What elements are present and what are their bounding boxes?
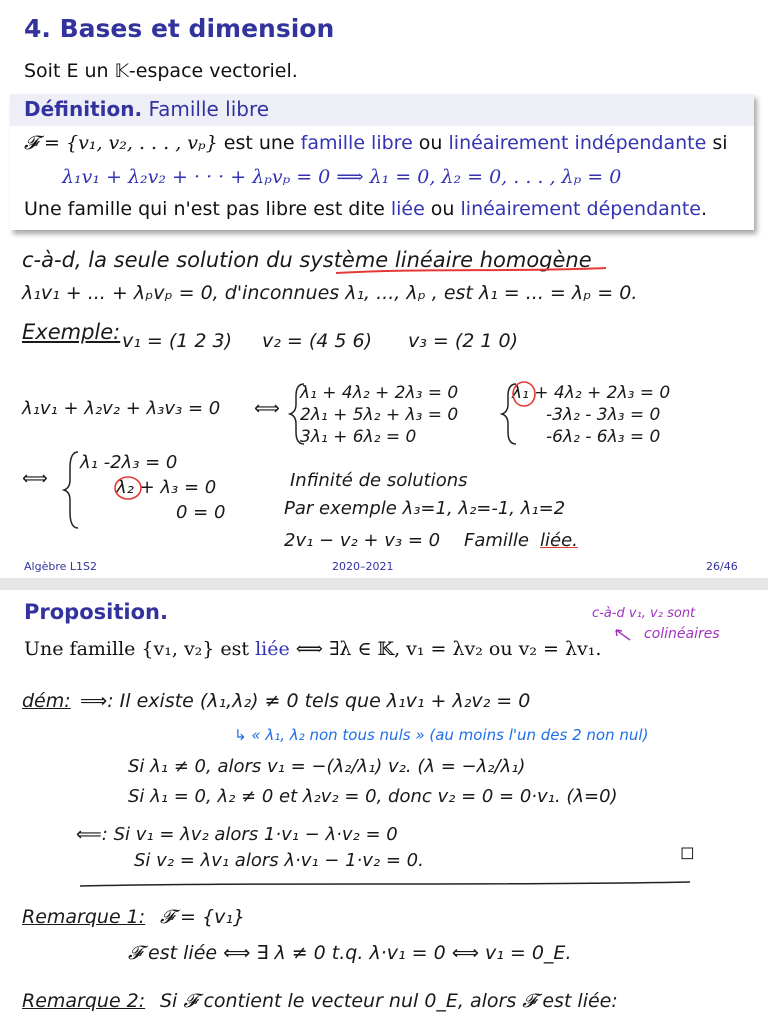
pivot-circle-2 bbox=[115, 477, 141, 499]
footer-course: Algèbre L1S2 bbox=[24, 560, 97, 573]
definition-name: Famille libre bbox=[148, 97, 270, 121]
system-3-eq-3: 0 = 0 bbox=[176, 502, 226, 523]
definition-label: Définition. bbox=[24, 97, 143, 121]
text-fragment: ou bbox=[412, 132, 449, 154]
system-brace-1 bbox=[290, 384, 304, 444]
remark-1-set: 𝓕 = {v₁} bbox=[160, 906, 246, 928]
famille-word: Famille bbox=[464, 530, 529, 551]
system-2-eq-2: -3λ₂ - 3λ₃ = 0 bbox=[546, 405, 661, 425]
purple-arrow bbox=[616, 630, 630, 640]
example-solution: Par exemple λ₃=1, λ₂=-1, λ₁=2 bbox=[284, 498, 566, 519]
text-fragment: . bbox=[700, 198, 708, 220]
footer-page: 26/46 bbox=[706, 560, 738, 573]
system-brace-3 bbox=[64, 452, 78, 528]
text-fragment: est une bbox=[217, 132, 301, 154]
system-1-eq-2: 2λ₁ + 5λ₂ + λ₃ = 0 bbox=[300, 405, 459, 425]
demo-line-1: ⟹: Il existe (λ₁,λ₂) ≠ 0 tels que λ₁v₁ + λ₂v₂ = 0 bbox=[80, 690, 531, 712]
term-liee: liée bbox=[390, 198, 425, 220]
infinite-solutions: Infinité de solutions bbox=[290, 470, 468, 491]
term-liee: liée bbox=[255, 638, 290, 660]
text-fragment: Une famille qui n'est pas libre est dite bbox=[24, 198, 391, 220]
definition-implication: λ₁v₁ + λ₂v₂ + · · · + λₚvₚ = 0 ⟹ λ₁ = 0, λ₂ = 0, . . . , λₚ = 0 bbox=[62, 166, 622, 188]
vector-v2: v₂ = (4 5 6) bbox=[262, 330, 373, 352]
system-2-eq-1: λ₁ + 4λ₂ + 2λ₃ = 0 bbox=[512, 383, 671, 403]
handwritten-note-1: c-à-d, la seule solution du système linéaire homogène bbox=[22, 248, 592, 272]
term-famille-libre: famille libre bbox=[300, 132, 413, 154]
remark-2-label: Remarque 2: bbox=[22, 990, 146, 1012]
system-3-eq-1: λ₁ -2λ₃ = 0 bbox=[80, 452, 178, 473]
demo-line-6: Si v₂ = λv₁ alors λ·v₁ − 1·v₂ = 0. bbox=[134, 850, 424, 871]
text-fragment: Une famille {v₁, v₂} est bbox=[24, 638, 256, 660]
demo-label: dém: bbox=[22, 690, 71, 712]
red-underline bbox=[336, 268, 606, 273]
slide-title: Proposition. bbox=[24, 600, 168, 624]
slide-title: 4. Bases et dimension bbox=[24, 14, 335, 43]
text-fragment: si bbox=[706, 132, 728, 154]
pivot-circle-1 bbox=[513, 382, 535, 406]
system-1-eq-3: 3λ₁ + 6λ₂ = 0 bbox=[300, 427, 417, 447]
demo-line-3: Si λ₁ ≠ 0, alors v₁ = −(λ₂/λ₁) v₂. (λ = −λ₂/λ₁) bbox=[128, 756, 526, 777]
exemple-label: Exemple: bbox=[22, 320, 121, 344]
system-brace-2 bbox=[502, 384, 516, 444]
slide-2-annotations bbox=[0, 590, 768, 1024]
linear-combination: λ₁v₁ + λ₂v₂ + λ₃v₃ = 0 bbox=[22, 398, 221, 419]
demo-line-5: ⟸: Si v₁ = λv₂ alors 1·v₁ − λ·v₂ = 0 bbox=[76, 824, 398, 845]
slide-27 bbox=[0, 590, 768, 1024]
dependence-relation: 2v₁ − v₂ + v₃ = 0 bbox=[284, 530, 441, 551]
vector-v3: v₃ = (2 1 0) bbox=[408, 330, 519, 352]
remark-2-statement: Si 𝓕 contient le vecteur nul 0_E, alors 𝓕 est liée: bbox=[160, 990, 618, 1012]
purple-note-2: colinéaires bbox=[644, 626, 720, 642]
equivalence-symbol: ⟺ bbox=[254, 398, 280, 419]
section-divider bbox=[80, 882, 690, 886]
system-3-eq-2: λ₂ + λ₃ = 0 bbox=[116, 477, 217, 498]
remark-1-label: Remarque 1: bbox=[22, 906, 146, 928]
vector-v1: v₁ = (1 2 3) bbox=[122, 330, 233, 352]
equivalence-symbol-2: ⟺ bbox=[22, 468, 48, 489]
demo-line-4: Si λ₁ = 0, λ₂ ≠ 0 et λ₂v₂ = 0, donc v₂ = 0 = 0·v₁. (λ=0) bbox=[128, 786, 618, 807]
demo-line-2: ↳ « λ₁, λ₂ non tous nuls » (au moins l'un des 2 non nul) bbox=[234, 726, 649, 744]
text-fragment: ou bbox=[424, 198, 461, 220]
system-1-eq-1: λ₁ + 4λ₂ + 2λ₃ = 0 bbox=[300, 383, 459, 403]
liee-word: liée. bbox=[540, 530, 578, 551]
family-set: 𝓕 = {v₁, v₂, . . . , vₚ} bbox=[24, 132, 218, 154]
remark-1-statement: 𝓕 est liée ⟺ ∃ λ ≠ 0 t.q. λ·v₁ = 0 ⟺ v₁ = 0_E. bbox=[128, 942, 572, 964]
handwritten-note-2: λ₁v₁ + ... + λₚvₚ = 0, d'inconnues λ₁, ..., λₚ , est λ₁ = ... = λₚ = 0. bbox=[22, 282, 638, 304]
slide-separator bbox=[0, 578, 768, 590]
intro-text: Soit E un 𝕂-espace vectoriel. bbox=[24, 60, 298, 82]
purple-note-1: c-à-d v₁, v₂ sont bbox=[592, 606, 696, 621]
text-fragment: ⟺ ∃λ ∈ 𝕂, v₁ = λv₂ ou v₂ = λv₁. bbox=[289, 638, 602, 660]
term-lineairement-dependante: linéairement dépendante bbox=[460, 198, 701, 220]
footer-year: 2020–2021 bbox=[332, 560, 394, 573]
system-2-eq-3: -6λ₂ - 6λ₃ = 0 bbox=[546, 427, 661, 447]
qed-symbol: ◻ bbox=[680, 842, 695, 863]
term-lineairement-independante: linéairement indépendante bbox=[448, 132, 707, 154]
